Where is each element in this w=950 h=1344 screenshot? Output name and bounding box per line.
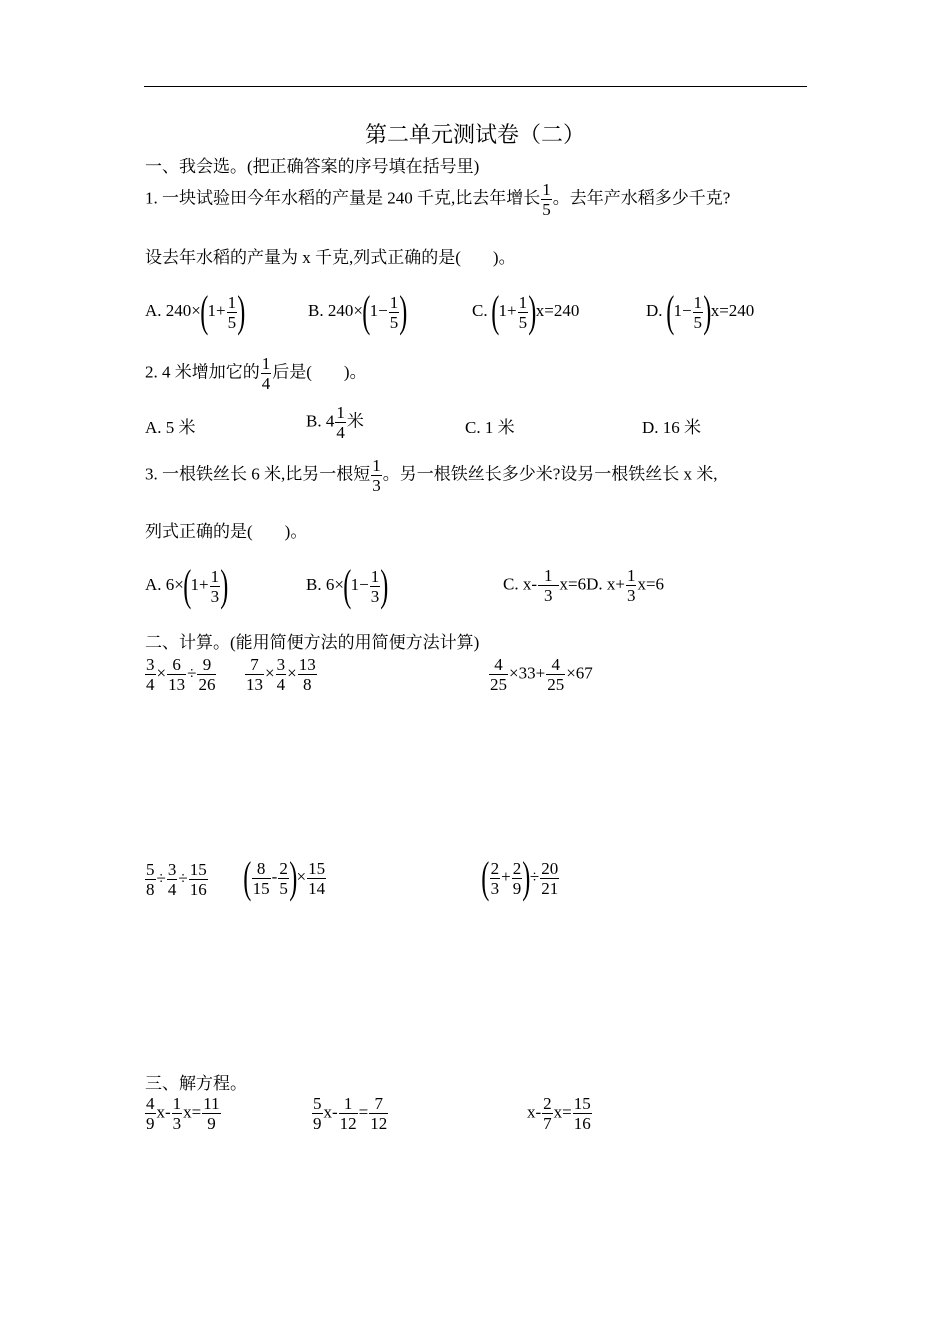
page-title: 第二单元测试卷（二）: [364, 122, 585, 147]
q2-option-b[interactable]: B. 4 $\frac{1}{4}$ 米: [306, 403, 364, 442]
calc-expr-6: ( $\frac{2}{3}$ + $\frac{2}{9}$ )÷ $\frac{20}{21}$: [481, 853, 559, 902]
q1-text-suffix: 。去年产水稻多少千克?: [552, 188, 731, 208]
q2-option-a[interactable]: A. 5 米: [145, 418, 196, 437]
q2-option-c[interactable]: C. 1 米: [465, 418, 515, 437]
section3-heading: 三、解方程。: [145, 1074, 247, 1093]
q1-fraction: $\frac{1}{5}$: [542, 180, 551, 219]
q3-line1: 3. 一根铁丝长 6 米,比另一根短 $\frac{1}{3}$ 。另一根铁丝长多少米?设另一根铁丝长 x 米,: [145, 456, 718, 495]
calc-expr-2: $\frac{7}{13}$ × $\frac{3}{4}$ × $\frac{13}{8}$: [246, 655, 316, 694]
equation-2: $\frac{5}{9}$ x- $\frac{1}{12}$ = $\frac{7}{12}$: [313, 1094, 388, 1133]
q1-option-b[interactable]: B. 240×(1− $\frac{1}{5}$ ): [308, 287, 408, 336]
calc-expr-4: $\frac{5}{8}$ ÷ $\frac{3}{4}$ ÷ $\frac{15}{16}$: [146, 860, 207, 899]
calc-expr-3: $\frac{4}{25}$ ×33+ $\frac{4}{25}$ ×67: [490, 655, 593, 694]
calc-expr-5: ( $\frac{8}{15}$ - $\frac{2}{5}$ )× $\frac{15}{14}$: [243, 853, 326, 902]
equation-1: $\frac{4}{9}$ x- $\frac{1}{3}$ x= $\frac{11}{9}$: [146, 1094, 220, 1133]
q2-line: 2. 4 米增加它的 $\frac{1}{4}$ 后是( )。: [145, 354, 367, 393]
q3-line2: 列式正确的是( )。: [145, 522, 308, 541]
equation-3: x- $\frac{2}{7}$ x= $\frac{15}{16}$: [527, 1094, 591, 1133]
top-rule: [144, 86, 807, 87]
q1-line2: 设去年水稻的产量为 x 千克,列式正确的是( )。: [145, 248, 516, 267]
q1-option-d[interactable]: D. (1− $\frac{1}{5}$ )x=240: [646, 287, 755, 336]
section2-heading: 二、计算。(能用简便方法的用简便方法计算): [145, 633, 480, 652]
section1-heading: 一、我会选。(把正确答案的序号填在括号里): [145, 157, 480, 176]
q1-option-a[interactable]: A. 240×(1+ $\frac{1}{5}$ ): [145, 287, 246, 336]
q1-line1: [145, 180, 730, 219]
q1-option-c[interactable]: C. (1+ $\frac{1}{5}$ )x=240: [472, 287, 580, 336]
q3-option-b[interactable]: B. 6×(1− $\frac{1}{3}$ ): [306, 561, 389, 610]
q2-option-d[interactable]: D. 16 米: [642, 418, 702, 437]
q3-option-a[interactable]: A. 6×(1+ $\frac{1}{3}$ ): [145, 561, 229, 610]
calc-expr-1: $\frac{3}{4}$ × $\frac{6}{13}$ ÷ $\frac{9}{26}$: [146, 655, 216, 694]
q1-text-prefix: 1. 一块试验田今年水稻的产量是 240 千克,比去年增长: [145, 188, 541, 208]
q3-option-c-d[interactable]: C. x- $\frac{1}{3}$ x=6D. x+ $\frac{1}{3}$ x=6: [503, 566, 665, 605]
